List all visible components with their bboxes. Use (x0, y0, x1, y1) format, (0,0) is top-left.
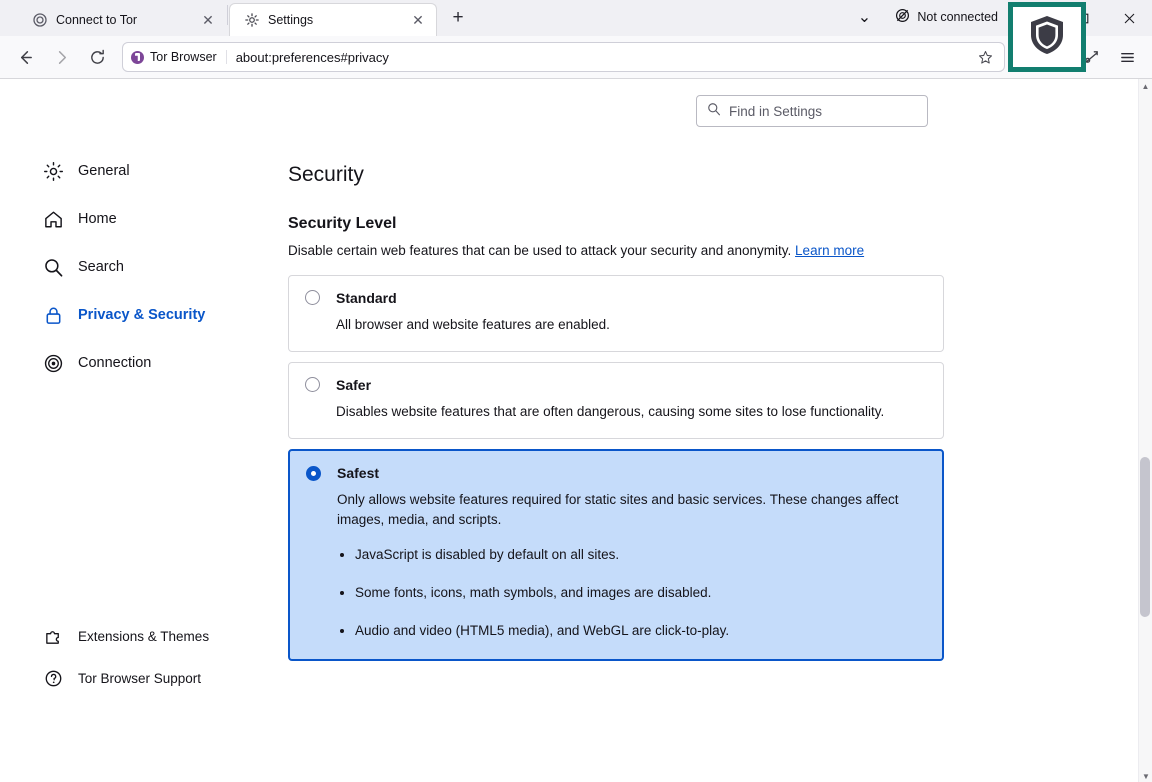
tab-strip (0, 0, 1152, 36)
settings-content (0, 79, 1152, 782)
navigation-toolbar (0, 36, 1152, 78)
url-input[interactable]: about:preferences#privacy (235, 49, 389, 65)
sidebar-item-privacy-security[interactable] (36, 291, 258, 339)
option-label: Safest (337, 465, 380, 482)
list-item: • Some fonts, icons, math symbols, and images are disabled. (355, 583, 926, 603)
security-level-heading: Security Level (288, 215, 397, 232)
security-level-option-safer[interactable] (288, 362, 944, 439)
option-description: Only allows website features required for static sites and basic services. These changes affect images, media, and scripts. (337, 492, 899, 528)
sidebar-bottom-section (36, 615, 258, 699)
security-level-description (288, 241, 958, 261)
settings-main-panel (258, 127, 958, 693)
scroll-down-arrow-icon[interactable]: ▼ (1142, 771, 1150, 781)
sidebar-item-label: Connection (78, 355, 152, 371)
option-label: Standard (336, 289, 397, 306)
reload-button[interactable] (80, 41, 114, 73)
learn-more-link[interactable]: Learn more (795, 243, 865, 258)
search-input[interactable] (696, 95, 928, 127)
shield-icon[interactable] (1028, 14, 1066, 61)
option-header (306, 465, 926, 481)
sidebar-item-connection[interactable] (36, 339, 258, 387)
sidebar-item-label: Tor Browser Support (78, 670, 202, 686)
close-icon[interactable]: ✕ (202, 11, 214, 28)
onion-connection-icon (42, 352, 64, 374)
not-connected-icon (895, 8, 910, 26)
lock-icon (42, 304, 64, 326)
back-button[interactable] (8, 41, 42, 73)
scrollbar-thumb[interactable] (1140, 457, 1150, 617)
identity-label: Tor Browser (150, 50, 217, 64)
site-identity-box[interactable] (131, 50, 227, 64)
radio-safer[interactable] (305, 377, 320, 392)
security-level-option-safest[interactable] (288, 449, 944, 661)
sidebar-item-extensions-themes[interactable] (36, 615, 258, 657)
option-description: Disables website features that are often dangerous, causing some sites to lose functionality. (336, 403, 885, 419)
find-in-settings-row (0, 79, 1152, 127)
vertical-scrollbar[interactable] (1138, 79, 1152, 782)
sidebar-item-label: Extensions & Themes (78, 628, 210, 644)
search-icon (707, 102, 721, 121)
sidebar-item-general[interactable] (36, 147, 258, 195)
tor-browser-icon (131, 51, 144, 64)
url-bar[interactable] (122, 42, 1005, 72)
sidebar-item-search[interactable] (36, 243, 258, 291)
extensions-icon (42, 625, 64, 647)
home-icon (42, 208, 64, 230)
option-header (305, 377, 927, 393)
help-circle-icon (42, 667, 64, 689)
tab-title: Settings (268, 13, 314, 27)
tabstrip-right-controls (847, 0, 1152, 36)
chevron-down-icon[interactable]: ⌄ (857, 8, 872, 26)
app-menu-button[interactable] (1110, 41, 1144, 73)
sidebar-item-label: General (78, 163, 130, 179)
search-placeholder: Find in Settings (729, 103, 823, 119)
option-description: All browser and website features are enabled. (336, 316, 610, 332)
scroll-up-arrow-icon[interactable]: ▲ (1141, 81, 1150, 91)
settings-sidebar (36, 127, 258, 693)
forward-button[interactable] (44, 41, 78, 73)
browser-chrome (0, 0, 1152, 79)
search-icon (42, 256, 64, 278)
tab-separator (227, 5, 228, 25)
sidebar-item-label: Search (78, 259, 124, 275)
sidebar-item-tor-browser-support[interactable] (36, 657, 258, 699)
new-tab-button[interactable]: + (452, 7, 464, 28)
gear-icon (244, 12, 260, 28)
security-level-option-standard[interactable] (288, 275, 944, 352)
close-window-button[interactable] (1106, 0, 1152, 36)
list-item: • Audio and video (HTML5 media), and WebGL are click-to-play. (355, 621, 926, 641)
list-item: • JavaScript is disabled by default on all sites. (355, 545, 926, 565)
option-label: Safer (336, 376, 372, 393)
tor-connection-status[interactable] (895, 8, 998, 26)
settings-body (0, 127, 1152, 693)
sidebar-item-label: Privacy & Security (78, 307, 206, 323)
page-title: Security (288, 163, 364, 186)
security-level-description-text: Disable certain web features that can be used to attack your security and anonymity. (288, 243, 792, 258)
option-bullet-list (337, 545, 926, 642)
radio-standard[interactable] (305, 290, 320, 305)
close-icon[interactable]: ✕ (412, 12, 424, 28)
radio-safest[interactable] (306, 466, 321, 481)
gear-icon (42, 160, 64, 182)
connection-status-label: Not connected (917, 9, 998, 24)
sidebar-item-home[interactable] (36, 195, 258, 243)
tab-settings[interactable] (229, 3, 437, 36)
next-section-peek (288, 679, 958, 693)
option-header (305, 290, 927, 306)
tab-connect-to-tor[interactable] (18, 3, 226, 36)
security-level-shield-highlight[interactable] (1008, 2, 1086, 72)
tor-onion-icon (32, 12, 48, 28)
bookmark-star-icon[interactable] (972, 44, 998, 70)
sidebar-item-label: Home (78, 211, 117, 227)
tab-title: Connect to Tor (56, 12, 138, 27)
